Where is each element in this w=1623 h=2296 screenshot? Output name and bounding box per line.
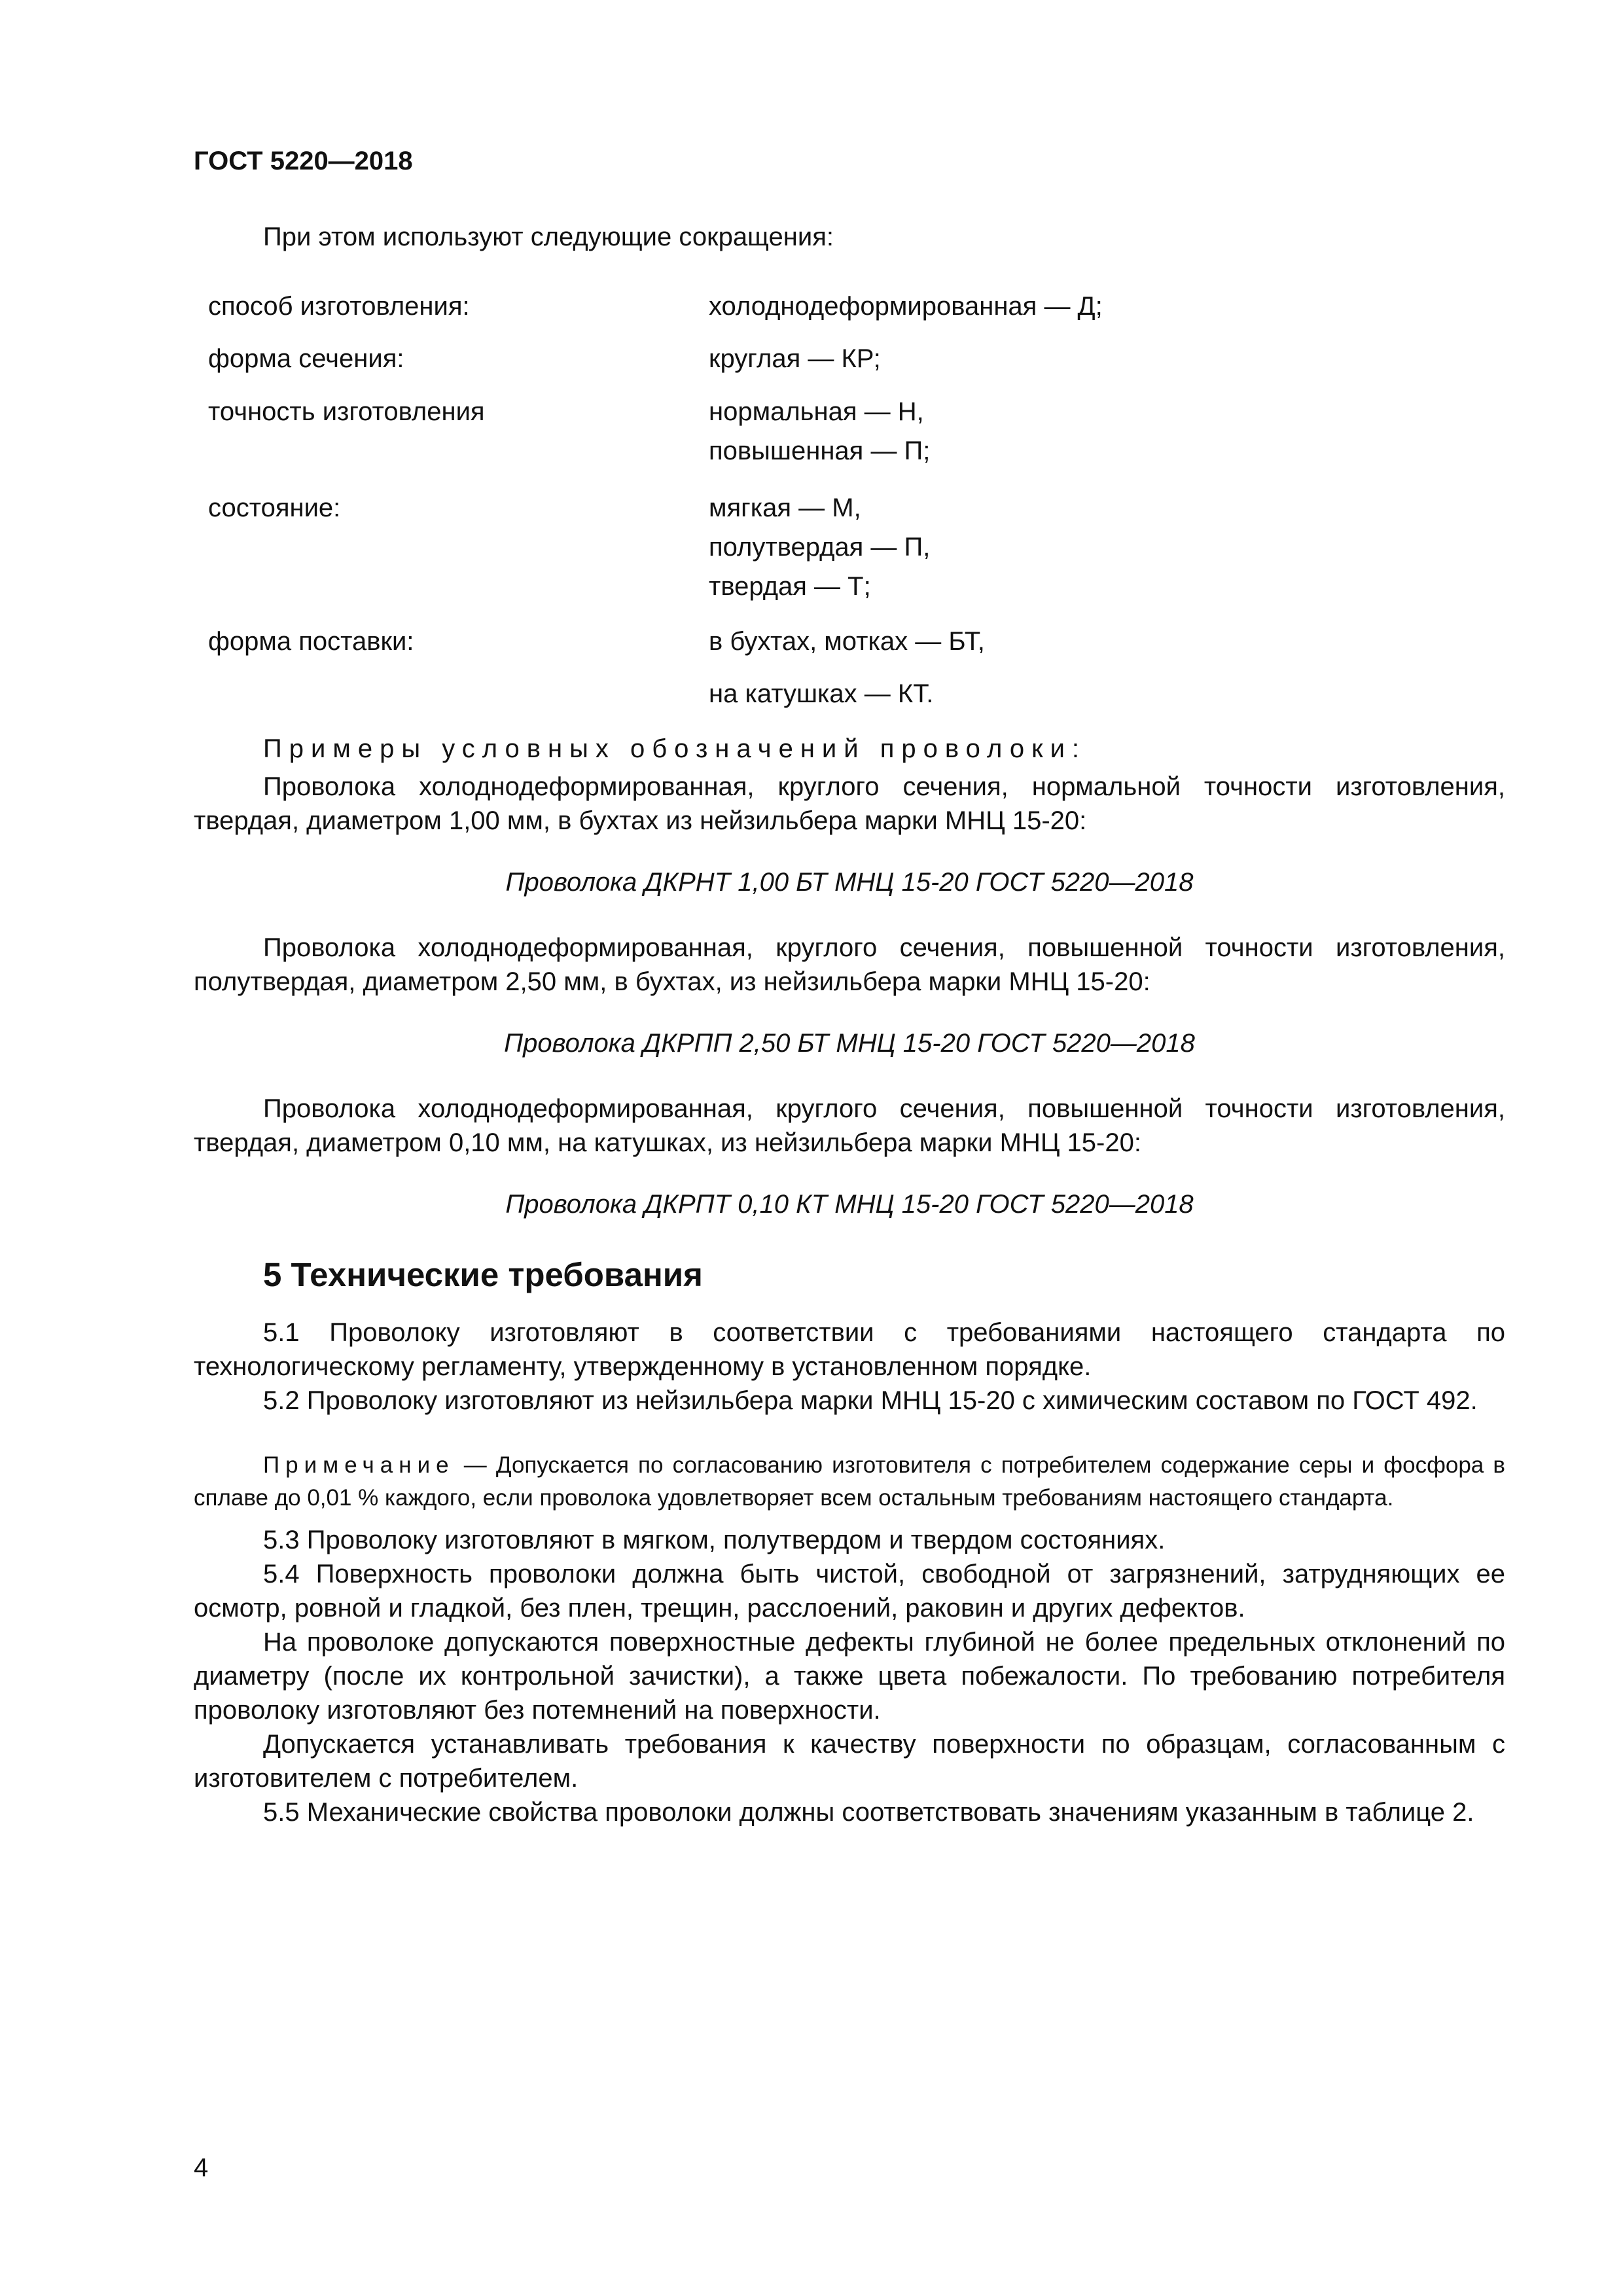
example-paragraph: Проволока холоднодеформированная, круглого сечения, нормальной точности изготовления, твердая, диаметром 1,00 мм, в бухтах из нейзильбера марки МНЦ 15-20: [194,772,1505,835]
abbr-value: повышенная — П; [709,437,931,465]
section-title: 5 Технические требования [263,1256,703,1293]
abbr-value: холоднодеформированная — Д; [709,292,1103,321]
abbr-value: на катушках — КТ. [709,679,934,708]
paragraph-5-5: 5.5 Механические свойства проволоки должны соответствовать значениям указанным в таблице 2. [263,1798,1474,1827]
document-header: ГОСТ 5220—2018 [194,147,413,175]
example-2-designation: Проволока ДКРПП 2,50 БТ МНЦ 15-20 ГОСТ 5220—2018 [504,1029,1195,1058]
example-2-text [194,931,1505,999]
paragraph-5-4-samples: Допускается устанавливать требования к качеству поверхности по образцам, согласованным с изготовителем с потребителем. [194,1730,1505,1793]
abbr-value: полутвердая — П, [709,533,931,562]
example-1-designation: Проволока ДКРНТ 1,00 БТ МНЦ 15-20 ГОСТ 5220—2018 [505,868,1194,897]
note-block [194,1449,1505,1515]
abbreviations-intro: При этом используют следующие сокращения: [263,223,834,251]
abbr-value: круглая — КР; [709,344,881,373]
example-3-designation: Проволока ДКРПТ 0,10 КТ МНЦ 15-20 ГОСТ 5220—2018 [505,1190,1194,1219]
example-1-text [194,770,1505,838]
abbr-label-supply: форма поставки: [208,627,414,656]
paragraph-5-3: 5.3 Проволоку изготовляют в мягком, полутвердом и твердом состояниях. [263,1526,1166,1554]
paragraph-5-4: 5.4 Поверхность проволоки должна быть чистой, свободной от загрязнений, затрудняющих ее осмотр, ровной и гладкой, без плен, трещин, расслоений, раковин и других дефектов. [194,1560,1505,1623]
abbr-values-accuracy [709,392,930,471]
abbr-label-condition: состояние: [208,493,341,522]
note-label: Примечание [263,1452,455,1478]
abbr-value: мягкая — М, [709,493,861,522]
paragraph-5-1: 5.1 Проволоку изготовляют в соответствии с требованиями настоящего стандарта по технологическому регламенту, утвержденному в установленном порядке. [194,1318,1505,1381]
abbr-label-method: способ изготовления: [208,292,470,321]
abbr-value: в бухтах, мотках — БТ, [709,627,985,656]
example-3-text [194,1092,1505,1160]
paragraph-5-2: 5.2 Проволоку изготовляют из нейзильбера марки МНЦ 15-20 с химическим составом по ГОСТ 492. [263,1386,1478,1415]
abbr-value: твердая — Т; [709,572,871,601]
page-number: 4 [194,2153,209,2182]
abbr-values-supply [709,622,985,713]
abbr-label-section-shape: форма сечения: [208,344,404,373]
note-text: — Допускается по согласованию изготовителя с потребителем содержание серы и фосфора в сплаве до 0,01 % каждого, если проволока удовлетворяет всем остальным требованиям настоящего стандарта. [194,1452,1505,1511]
section-paragraphs-1 [194,1316,1505,1418]
example-paragraph: Проволока холоднодеформированная, круглого сечения, повышенной точности изготовления, полутвердая, диаметром 2,50 мм, в бухтах, из нейзильбера марки МНЦ 15-20: [194,933,1505,996]
abbr-values-method [709,287,1103,326]
abbr-label-accuracy: точность изготовления [208,397,485,426]
abbr-values-condition [709,488,930,606]
note-paragraph [194,1449,1505,1515]
examples-title: Примеры условных обозначений проволоки: [263,734,1087,763]
abbr-values-section-shape [709,339,881,378]
paragraph-5-4-defects: На проволоке допускаются поверхностные дефекты глубиной не более предельных отклонений по диаметру (после их контрольной зачистки), а также цвета побежалости. По требованию потребителя проволоку изготовляют без потемнений на поверхности. [194,1628,1505,1725]
abbr-value: нормальная — Н, [709,397,924,426]
example-paragraph: Проволока холоднодеформированная, круглого сечения, повышенной точности изготовления, твердая, диаметром 0,10 мм, на катушках, из нейзильбера марки МНЦ 15-20: [194,1094,1505,1157]
section-paragraphs-2 [194,1523,1505,1829]
